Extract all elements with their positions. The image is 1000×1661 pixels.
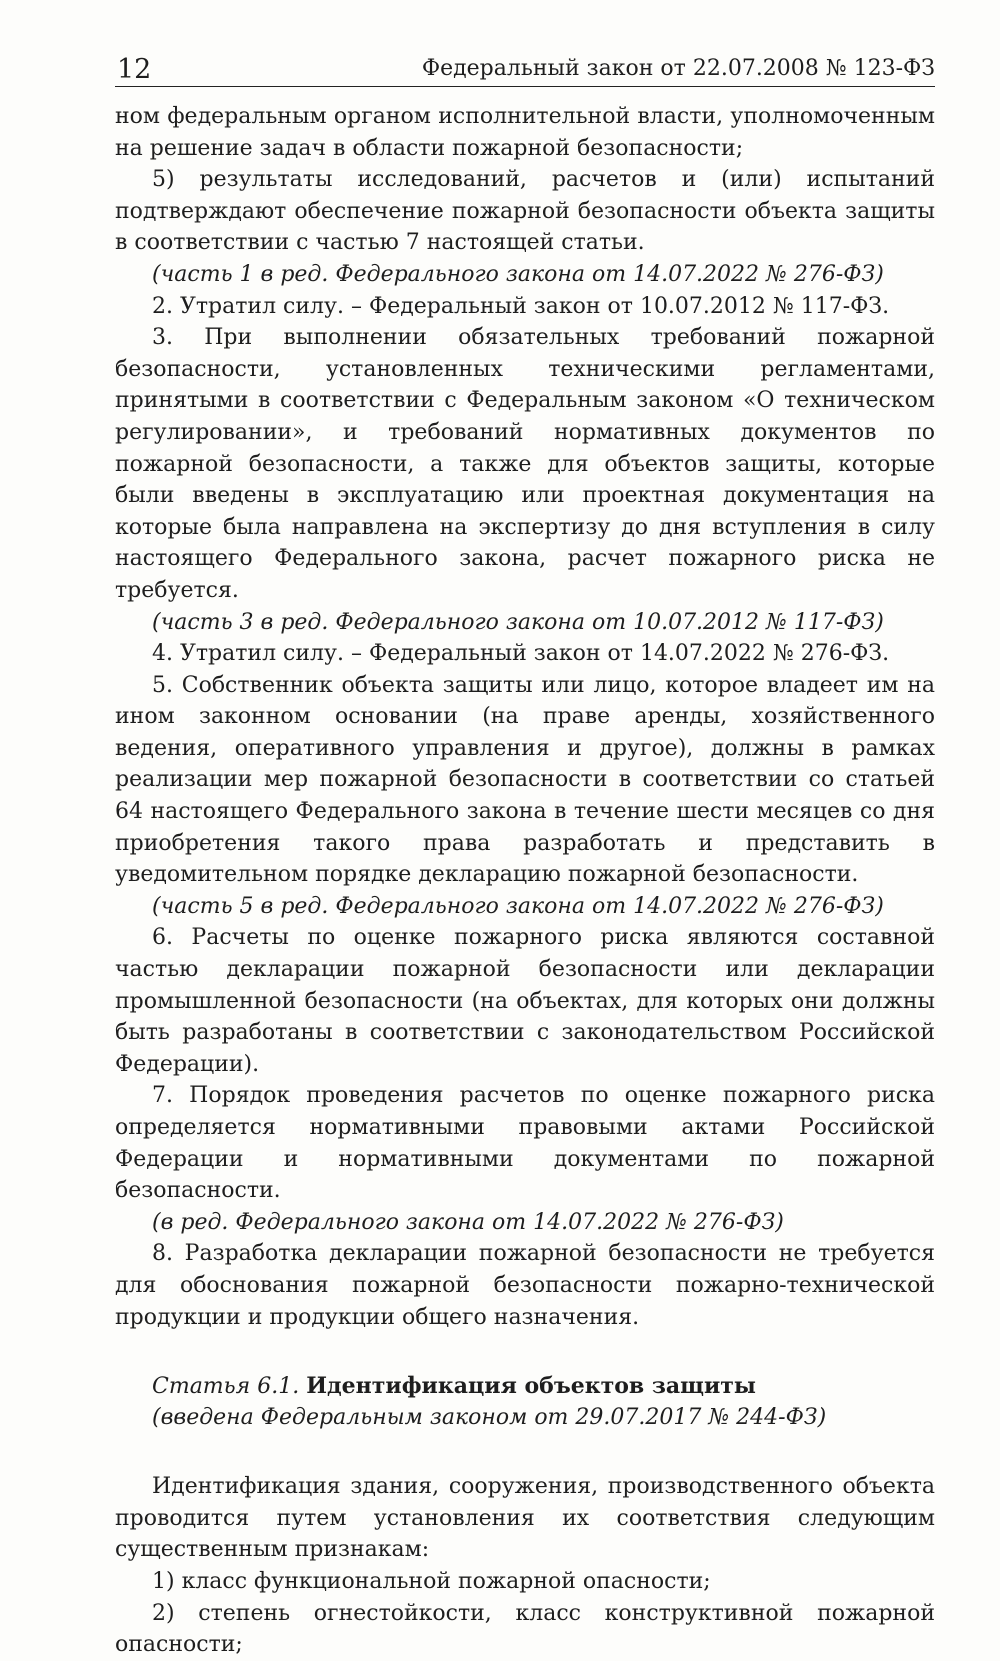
amendment-note: (часть 1 в ред. Федерального закона от 14.07.2022 № 276-ФЗ): [152, 261, 884, 287]
paragraph: 5. Собственник объекта защиты или лицо, которое владеет им на ином законном основании (на праве аренды, хозяйственного ведения, оперативного управления и другое), должны в рамках реализации мер пожарной безопасности в соответствии со статьей 64 настоящего Федерального закона в течение шести месяцев со дня приобретения такого права разработать и представить в уведомительном порядке декларацию пожарной безопасности.: [115, 672, 935, 888]
paragraph: 5) результаты исследований, расчетов и (или) испытаний подтверждают обеспечение пожарной безопасности объекта защиты в соответствии с частью 7 настоящей статьи.: [115, 167, 935, 256]
page-body: [115, 101, 935, 1661]
article-note: (введена Федеральным законом от 29.07.2017 № 244-ФЗ): [152, 1405, 827, 1431]
list-item: 2) степень огнестойкости, класс конструктивной пожарной опасности;: [115, 1600, 935, 1658]
amendment-note: (в ред. Федерального закона от 14.07.2022 № 276-ФЗ): [152, 1209, 784, 1235]
amendment-note: (часть 3 в ред. Федерального закона от 10.07.2012 № 117-ФЗ): [152, 609, 884, 635]
list-item: 1) класс функциональной пожарной опасности;: [152, 1568, 711, 1594]
paragraph: 8. Разработка декларации пожарной безопасности не требуется для обоснования пожарной безопасности пожарно-технической продукции и продукции общего назначения.: [115, 1241, 935, 1330]
paragraph: Идентификация здания, сооружения, производственного объекта проводится путем установления их соответствия следующим существенным признакам:: [115, 1474, 935, 1563]
paragraph: ном федеральным органом исполнительной власти, уполномоченным на решение задач в области пожарной безопасности;: [115, 104, 935, 161]
page-number: 12: [117, 54, 152, 85]
page-header: [115, 52, 935, 87]
spacer: [115, 1433, 935, 1471]
article-title: Идентификация объектов защиты: [306, 1373, 756, 1400]
article-heading: [115, 1371, 935, 1433]
paragraph: 7. Порядок проведения расчетов по оценке пожарного риска определяется нормативными правовыми актами Российской Федерации и нормативными документами по пожарной безопасности.: [115, 1083, 935, 1204]
paragraph: 6. Расчеты по оценке пожарного риска являются составной частью декларации пожарной безопасности или декларации промышленной безопасности (на объектах, для которых они должны быть разработаны в соответствии с законодательством Российской Федерации).: [115, 925, 935, 1077]
paragraph: 3. При выполнении обязательных требований пожарной безопасности, установленных техническими регламентами, принятыми в соответствии с Федеральным законом «О техническом регулировании», и требований нормативных документов по пожарной безопасности, а также для объектов защиты, которые были введены в эксплуатацию или проектная документация на которые была направлена на экспертизу до дня вступления в силу настоящего Федерального закона, расчет пожарного риска не требуется.: [115, 325, 935, 603]
amendment-note: (часть 5 в ред. Федерального закона от 14.07.2022 № 276-ФЗ): [152, 893, 884, 919]
paragraph: 4. Утратил силу. – Федеральный закон от 14.07.2022 № 276-ФЗ.: [152, 641, 890, 667]
running-head: Федеральный закон от 22.07.2008 № 123-ФЗ: [421, 56, 935, 81]
paragraph: 2. Утратил силу. – Федеральный закон от 10.07.2012 № 117-ФЗ.: [152, 293, 890, 319]
article-number: Статья 6.1.: [152, 1374, 300, 1400]
